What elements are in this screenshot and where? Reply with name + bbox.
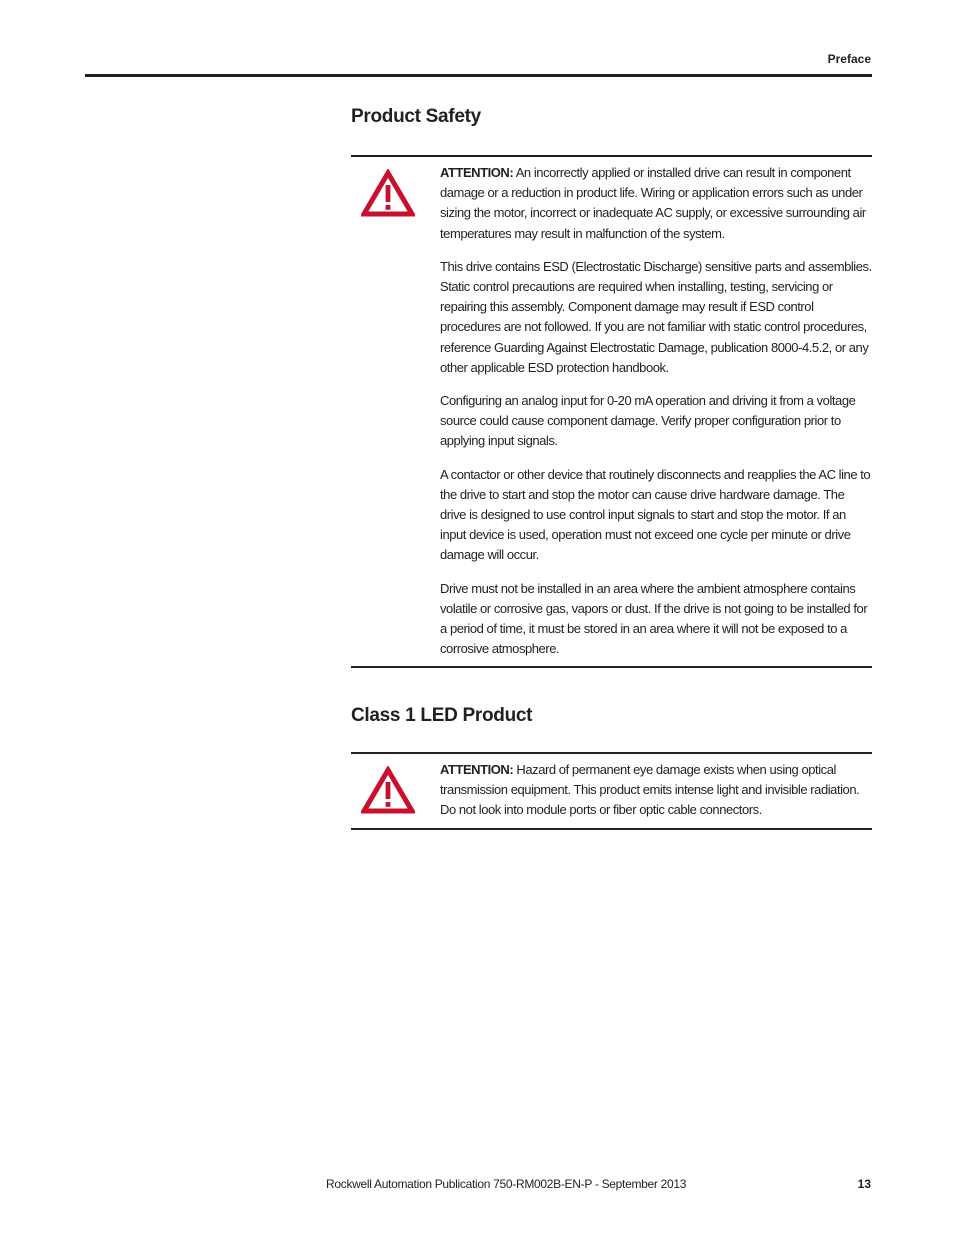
atmosphere-paragraph: Drive must not be installed in an area where the ambient atmosphere contains volatile or corrosive gas, vapors or dust. If the drive is not going to be installed for a period of time, it must be stored in an area where it will not be exposed to a corrosive atmosphere.	[440, 580, 868, 657]
attention-label: ATTENTION:	[440, 762, 514, 777]
paragraph-text: Hazard of permanent eye damage exists when using optical transmission equipment. This product emits intense light and invisible radiation. Do not look into module ports or fiber optic cable connectors.	[440, 762, 860, 818]
analog-input-paragraph: Configuring an analog input for 0-20 mA operation and driving it from a voltage source could cause component damage. Verify proper configuration prior to applying input signals.	[440, 393, 856, 449]
warning-triangle-icon	[361, 766, 415, 814]
attention-label: ATTENTION:	[440, 165, 514, 180]
product-safety-heading: Product Safety	[351, 106, 481, 127]
product-safety-section	[351, 106, 872, 668]
class1-led-section	[351, 705, 872, 830]
page-section-label: Preface	[827, 52, 871, 66]
header-rule	[85, 74, 872, 77]
class1-led-attention-box	[351, 752, 872, 830]
attention-paragraph	[440, 163, 872, 244]
class1-led-attention-text	[440, 760, 872, 821]
paragraph-text: An incorrectly applied or installed drive can result in component damage or a reduction in product life. Wiring or application errors such as under sizing the motor, incorrect or inadequate AC supply, or excessive surrounding air temperatures may result in malfunction of the system.	[440, 165, 866, 241]
esd-paragraph: This drive contains ESD (Electrostatic Discharge) sensitive parts and assemblies. Static control precautions are required when installing, testing, servicing or repairing this assembly. Component damage may result if ESD control procedures are not followed. If you are not familiar with static control procedures, reference Guarding Against Electrostatic Damage, publication 8000-4.5.2, or any other applicable ESD protection handbook.	[440, 258, 872, 375]
product-safety-attention-text	[440, 163, 872, 659]
warning-triangle-icon	[361, 169, 415, 217]
product-safety-attention-box	[351, 155, 872, 668]
class1-led-heading: Class 1 LED Product	[351, 705, 533, 726]
contactor-paragraph: A contactor or other device that routinely disconnects and reapplies the AC line to the drive to start and stop the motor can cause drive hardware damage. The drive is designed to use control input signals to start and stop the motor. If an input device is used, operation must not exceed one cycle per minute or drive damage will occur.	[440, 466, 871, 563]
footer-publication: Rockwell Automation Publication 750-RM002B-EN-P - September 2013	[326, 1177, 687, 1191]
page-number: 13	[857, 1177, 871, 1191]
attention-paragraph	[440, 760, 872, 821]
